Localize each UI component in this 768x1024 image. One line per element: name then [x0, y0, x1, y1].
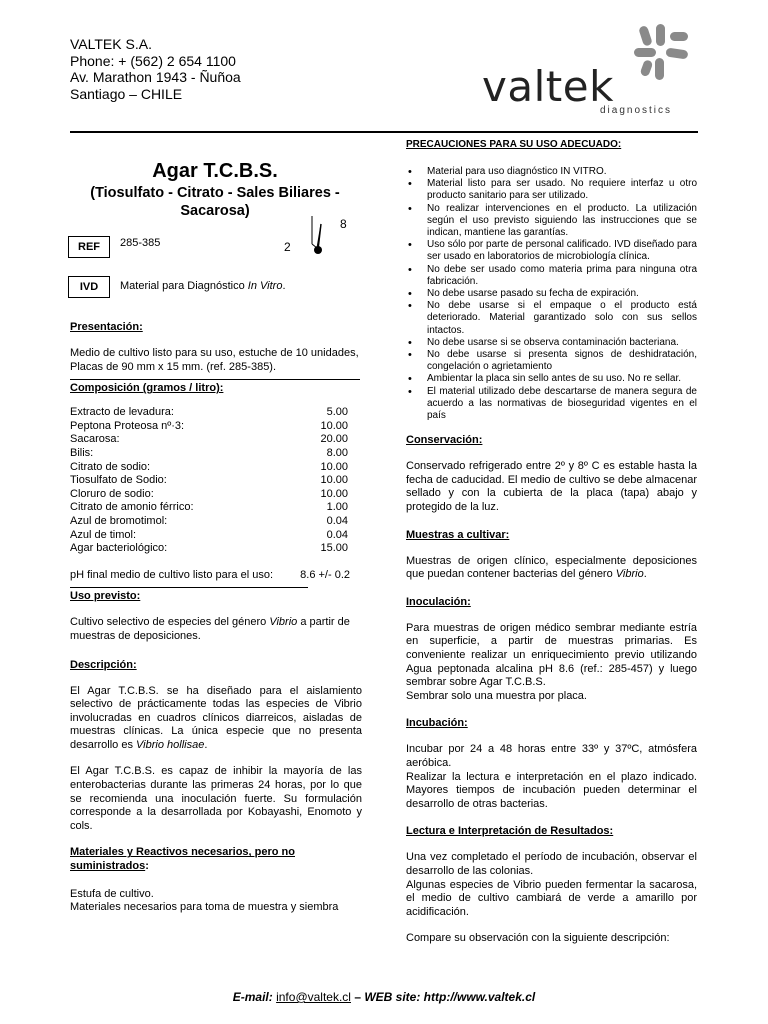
materiales-heading: [70, 846, 362, 873]
comp-value: 0.04: [326, 514, 348, 527]
product-title: Agar T.C.B.S.: [152, 160, 278, 182]
product-subtitle-line2: Sacarosa): [180, 203, 250, 219]
precaucion-item: • Material para uso diagnóstico IN VITRO.: [406, 166, 697, 178]
comp-name: Azul de bromotimol:: [70, 514, 168, 527]
comp-name: Agar bacteriológico:: [70, 542, 168, 555]
comp-name: Peptona Proteosa nº·3:: [70, 419, 185, 432]
conservacion-heading: Conservación:: [406, 434, 483, 447]
company-address-block: [70, 36, 241, 102]
precaucion-item: • No debe usarse pasado su fecha de expiración.: [406, 288, 697, 300]
ph-row: [70, 569, 350, 583]
descripcion-p2: El Agar T.C.B.S. es capaz de inhibir la mayoría de las enterobacterias durante las primeras 24 horas, por lo que se recomienda una inoculación fuerte. Su formulación corresponde a la desarrollada por Kobayashi, Enomoto y cols.: [70, 765, 362, 832]
product-subtitle-line1: (Tiosulfato - Citrato - Sales Biliares -: [90, 185, 340, 201]
comp-row: [70, 542, 348, 556]
materiales-list: [70, 888, 362, 915]
incubacion-text: Incubar por 24 a 48 horas entre 33º y 37ºC, atmósfera aeróbica.: [406, 743, 697, 769]
muestras-text-italic: Vibrio: [615, 568, 644, 581]
descripcion-p1-italic: Vibrio hollisae: [136, 738, 205, 751]
descripcion-p1: [70, 685, 362, 753]
temp-low: 2: [284, 240, 291, 254]
muestras-text-post: .: [643, 568, 647, 581]
presentacion-text: Medio de cultivo listo para su uso, estuche de 10 unidades, Placas de 90 mm x 15 mm. (ref. 285-385).: [70, 347, 359, 373]
precaucion-item: • No debe usarse si presenta signos de deshidratación, congelación o agrietamiento: [406, 349, 697, 373]
composicion-heading: Composición (gramos / litro):: [70, 382, 224, 395]
comp-value: 1.00: [326, 501, 348, 514]
logo-subtext: diagnostics: [600, 105, 673, 116]
comp-name: Citrato de amonio férrico:: [70, 501, 194, 514]
ivd-text-italic: In Vitro: [247, 280, 283, 292]
ph-value: 8.6 +/- 0.2: [300, 568, 350, 581]
uso-rule: [70, 587, 308, 588]
comp-name: Cloruro de sodio:: [70, 487, 154, 500]
company-address: Av. Marathon 1943 - Ñuñoa: [70, 69, 241, 85]
comp-row: [70, 529, 348, 543]
comp-value: 15.00: [320, 542, 348, 555]
inoculacion-text2: Sembrar solo una muestra por placa.: [406, 689, 587, 702]
composicion-table: [70, 406, 348, 556]
comp-row: [70, 515, 348, 529]
comp-name: Sacarosa:: [70, 433, 120, 446]
comp-row: [70, 461, 348, 475]
muestras-text: [406, 555, 697, 582]
comp-value: 10.00: [320, 460, 348, 473]
materiales-item: Materiales necesarios para toma de muestra y siembra: [70, 901, 339, 914]
comp-value: 8.00: [326, 446, 348, 459]
comp-row: [70, 447, 348, 461]
descripcion-p1-pre: El Agar T.C.B.S. se ha diseñado para el aislamiento selectivo de prácticamente todas las especies de Vibrio involucradas en cuadros clínicos diarreicos, aisladas de muestras clínicas. La única especie que no presenta desarrollo es: [70, 684, 362, 751]
footer-dash: –: [350, 990, 365, 1004]
muestras-heading: Muestras a cultivar:: [406, 528, 510, 541]
precauciones-heading: PRECAUCIONES PARA SU USO ADECUADO:: [406, 139, 622, 150]
comp-name: Bilis:: [70, 446, 94, 459]
precaucion-item: • Ambientar la placa sin sello antes de su uso. No re sellar.: [406, 373, 697, 385]
footer-email-label: E-mail:: [232, 990, 273, 1004]
temp-high: 8: [340, 217, 347, 231]
comp-row: [70, 488, 348, 502]
precaucion-item: • No debe ser usado como materia prima para ninguna otra fabricación.: [406, 264, 697, 288]
comp-name: Azul de timol:: [70, 528, 137, 541]
comp-name: Extracto de levadura:: [70, 406, 174, 419]
lectura-text2: Algunas especies de Vibrio pueden fermentar la sacarosa, el medio de cultivo cambiará de verde a amarillo por acidificación.: [406, 878, 697, 918]
footer-web-link[interactable]: WEB site: http://www.valtek.cl: [364, 990, 536, 1004]
precauciones-list: [406, 166, 697, 422]
ivd-text-pre: Material para Diagnóstico: [120, 280, 248, 292]
valtek-logo: [480, 24, 700, 124]
lectura-text3: Compare su observación con la siguiente descripción:: [406, 932, 670, 945]
incubacion-text2: Realizar la lectura e interpretación en el plazo indicado. Mayores tiempos de incubación pueden determinar el desarrollo de otras bacterias.: [406, 770, 697, 810]
precaucion-item: • Uso sólo por parte de personal calificado. IVD diseñado para ser usado en laboratorios de microbiología clínica.: [406, 239, 697, 263]
thermometer-icon: [308, 214, 328, 258]
lectura-text: Una vez completado el período de incubación, observar el desarrollo de las colonias.: [406, 851, 697, 877]
uso-text: [70, 616, 362, 643]
uso-heading: Uso previsto:: [70, 590, 141, 603]
footer-email-link[interactable]: info@valtek.cl: [276, 990, 351, 1004]
precaucion-item: • No debe usarse si el empaque o el producto está deteriorado. Material garantizado solo con sus sellos intactos.: [406, 300, 697, 337]
comp-row: [70, 501, 348, 515]
comp-value: 10.00: [320, 474, 348, 487]
comp-row: [70, 474, 348, 488]
comp-value: 5.00: [326, 406, 348, 419]
precaucion-item: • No realizar intervenciones en el producto. La utilización según el uso previsto siguiendo las instrucciones que se indican, mantiene las garantías.: [406, 203, 697, 240]
presentacion-heading: Presentación:: [70, 321, 143, 333]
ref-value: 285-385: [120, 237, 161, 249]
materiales-heading-line2: suministrados: [70, 860, 146, 873]
materiales-item: Estufa de cultivo.: [70, 887, 154, 900]
comp-value: 10.00: [320, 487, 348, 500]
precaucion-item: • No debe usarse si se observa contaminación bacteriana.: [406, 337, 697, 349]
comp-name: Tiosulfato de Sodio:: [70, 474, 167, 487]
uso-text-post: a partir de muestras de deposiciones.: [70, 616, 350, 642]
conservacion-text: Conservado refrigerado entre 2º y 8º C es estable hasta la fecha de caducidad. El medio de cultivo se debe almacenar sellado y con la cubierta de la placa (tapa) abajo y protegido de la luz.: [406, 460, 697, 514]
company-phone: Phone: + (562) 2 654 1100: [70, 52, 236, 69]
inoculacion-heading: Inoculación:: [406, 595, 471, 608]
lectura-heading: Lectura e Interpretación de Resultados:: [406, 825, 614, 838]
materiales-heading-line1: Materiales y Reactivos necesarios, pero no: [70, 846, 295, 859]
composicion-rule: [70, 379, 360, 380]
left-column: [70, 321, 362, 915]
ivd-box: IVD: [68, 276, 110, 298]
ivd-text: [120, 280, 286, 292]
company-city: Santiago – CHILE: [70, 85, 183, 102]
comp-value: 20.00: [320, 433, 348, 446]
precaucion-item: • El material utilizado debe descartarse de manera segura de acuerdo a las normativas de bioseguridad vigentes en el país: [406, 386, 697, 423]
uso-text-pre: Cultivo selectivo de especies del género: [70, 616, 270, 629]
right-column: [406, 139, 697, 946]
materiales-heading-colon: :: [145, 860, 149, 873]
valtek-logo-mark: [630, 24, 690, 82]
company-name: VALTEK S.A.: [70, 36, 152, 52]
comp-row: [70, 433, 348, 447]
muestras-text-pre: Muestras de origen clínico, especialmente deposiciones que puedan contener bacterias del género: [406, 554, 697, 581]
footer: [0, 990, 768, 1004]
logo-text: valtek: [482, 62, 614, 111]
comp-value: 0.04: [326, 528, 348, 541]
precaucion-item: • Material listo para ser usado. No requiere interfaz u otro producto sanitario para ser utilizado.: [406, 178, 697, 202]
uso-text-italic: Vibrio: [269, 616, 298, 629]
ref-box: REF: [68, 236, 110, 258]
inoculacion-text: Para muestras de origen médico sembrar mediante estría en superficie, a partir de muestras primarias. Es conveniente realizar un enriquecimiento previo utilizando Agua peptonada alcalina pH 8.6 (ref.: 285-457) y luego sembrar sobre Agar T.C.B.S.: [406, 621, 697, 689]
header-rule: [70, 131, 698, 133]
comp-value: 10.00: [320, 419, 348, 432]
ph-label: pH final medio de cultivo listo para el uso:: [70, 568, 273, 581]
comp-name: Citrato de sodio:: [70, 460, 151, 473]
comp-row: [70, 420, 348, 434]
comp-row: [70, 406, 348, 420]
descripcion-heading: Descripción:: [70, 658, 137, 671]
ivd-text-post: .: [282, 280, 286, 292]
incubacion-heading: Incubación:: [406, 717, 468, 730]
descripcion-p1-post: .: [204, 738, 208, 751]
